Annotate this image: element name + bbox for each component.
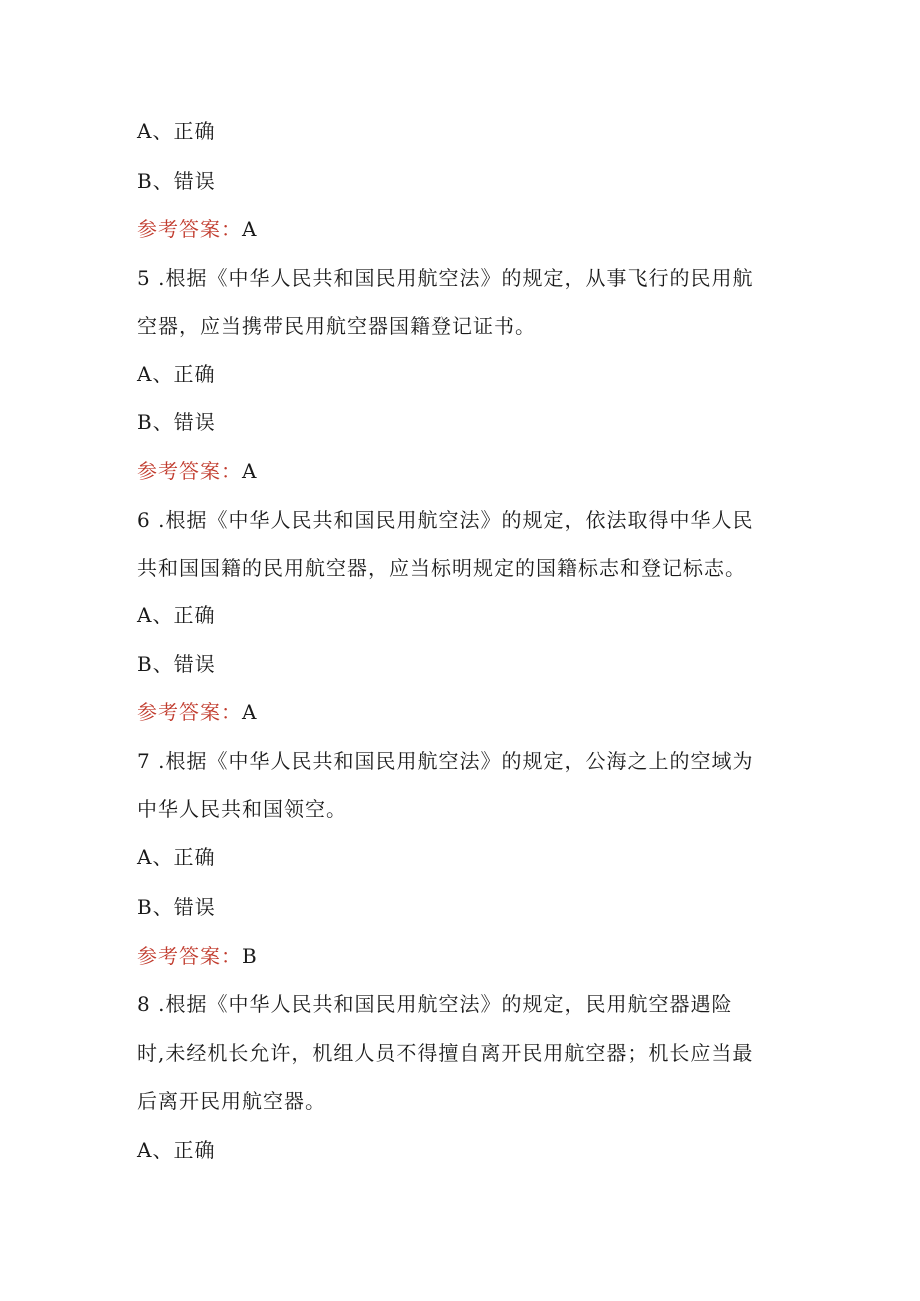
answer-label: 参考答案： (137, 217, 242, 241)
q5-option-b: B、错误 (137, 410, 216, 434)
answer-label: 参考答案： (137, 700, 242, 724)
q6-answer (137, 698, 257, 726)
answer-value: B (242, 944, 258, 968)
q6-text-line2: 共和国国籍的民用航空器，应当标明规定的国籍标志和登记标志。 (137, 556, 746, 580)
answer-label: 参考答案： (137, 944, 242, 968)
q5-answer (137, 457, 257, 485)
answer-value: A (242, 217, 258, 241)
q5-text-line1: 5 .根据《中华人民共和国民用航空法》的规定，从事飞行的民用航 (137, 266, 754, 290)
answer-value: A (242, 700, 258, 724)
q6-option-a: A、正确 (137, 603, 216, 627)
q8-text-line3: 后离开民用航空器。 (137, 1089, 326, 1113)
q8-option-a: A、正确 (137, 1138, 216, 1162)
q7-text-line1: 7 .根据《中华人民共和国民用航空法》的规定，公海之上的空域为 (137, 749, 754, 773)
answer-label: 参考答案： (137, 459, 242, 483)
q7-text-line2: 中华人民共和国领空。 (137, 797, 347, 821)
q4-option-b: B、错误 (137, 169, 216, 193)
q7-option-b: B、错误 (137, 895, 216, 919)
q7-option-a: A、正确 (137, 845, 216, 869)
q8-text-line2: 时,未经机长允许，机组人员不得擅自离开民用航空器；机长应当最 (137, 1041, 754, 1065)
q7-answer (137, 942, 258, 970)
q6-option-b: B、错误 (137, 652, 216, 676)
q8-text-line1: 8 .根据《中华人民共和国民用航空法》的规定，民用航空器遇险 (137, 992, 733, 1016)
q6-text-line1: 6 .根据《中华人民共和国民用航空法》的规定，依法取得中华人民 (137, 508, 754, 532)
answer-value: A (242, 459, 258, 483)
q4-answer (137, 215, 257, 243)
q5-text-line2: 空器，应当携带民用航空器国籍登记证书。 (137, 314, 536, 338)
q5-option-a: A、正确 (137, 362, 216, 386)
q4-option-a: A、正确 (137, 119, 216, 143)
